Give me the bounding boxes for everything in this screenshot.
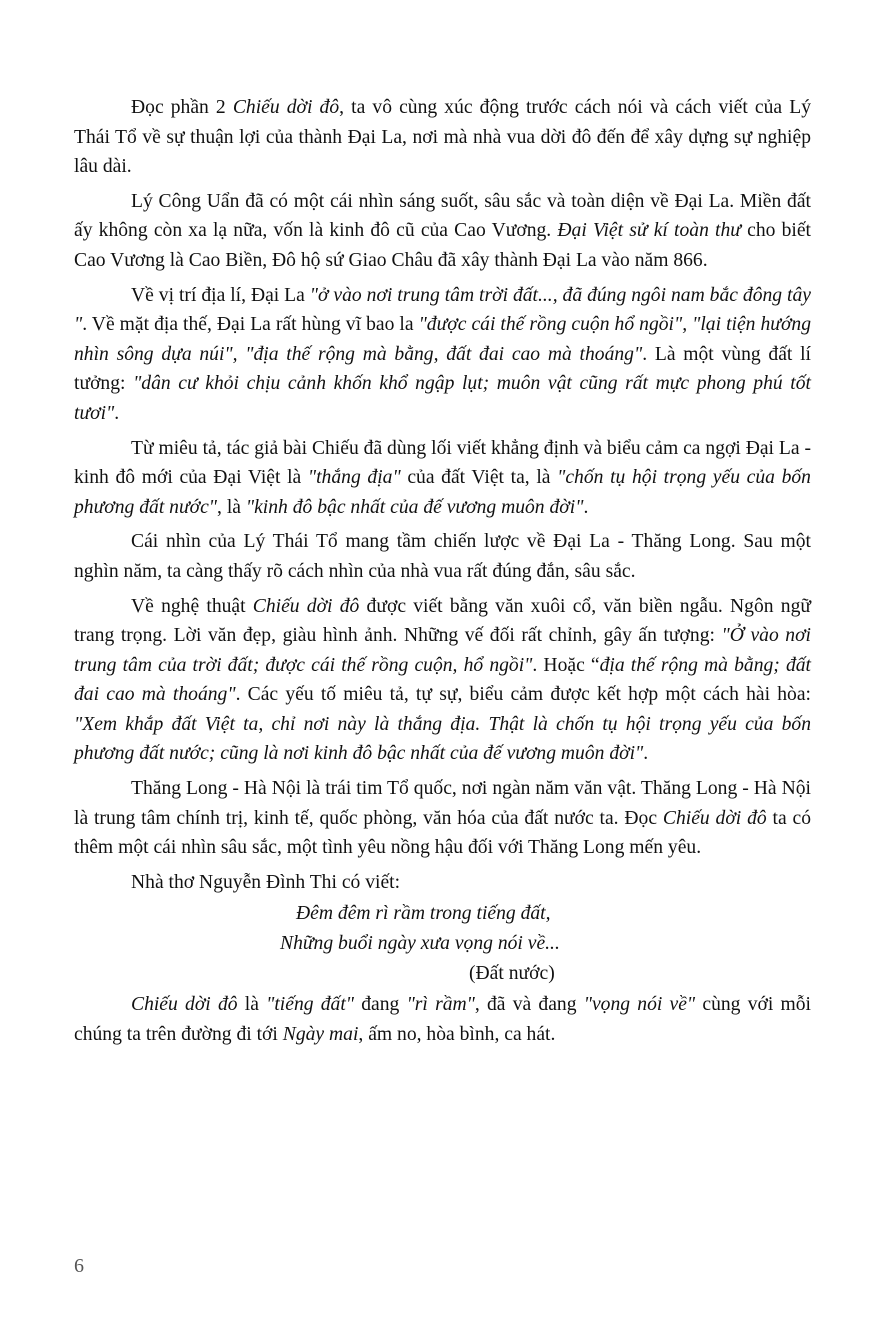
paragraph — [74, 868, 811, 898]
paragraph — [74, 527, 811, 586]
text: Về nghệ thuật — [131, 595, 253, 617]
italic-text: Chiếu dời đô — [232, 97, 340, 118]
text: . — [583, 496, 589, 518]
italic-text: "dân cư khỏi chịu cảnh khốn khổ ngập lụt; muôn vật cũng rất mực phong phú tốt tươi" — [74, 373, 811, 424]
text: Nhà thơ Nguyễn Đình Thi có viết: — [131, 871, 401, 893]
text: Từ miêu tả, tác giả bài Chiếu đã dùng lối viết khẳng định và biểu cảm ca ngợi Đại La - kinh đô mới của Đại Việt là — [74, 437, 811, 489]
text: là — [237, 994, 267, 1016]
text: Đọc phần 2 — [131, 97, 233, 118]
text: , ấm no, hòa bình, ca hát. — [358, 1023, 556, 1045]
paragraph — [74, 93, 811, 182]
paragraph — [74, 434, 811, 523]
italic-text: "Ở vào nơi trung tâm của trời đất; được cái thế rồng cuộn, hổ ngồi" — [74, 625, 811, 676]
text: , là — [217, 496, 246, 518]
text: . Các yếu tố miêu tả, tự sự, biểu cảm được kết hợp một cách hài hòa: — [235, 684, 811, 706]
poem-line: Những buổi ngày xưa vọng nói về... — [280, 933, 560, 955]
paragraph — [74, 187, 811, 276]
text: ta có thêm một cái nhìn sâu sắc, một tình yêu nồng hậu đối với Thăng Long mến yêu. — [74, 807, 811, 859]
italic-text: "thắng địa" — [307, 467, 401, 489]
italic-text: "vọng nói về" — [583, 994, 696, 1016]
italic-text: Chiếu dời đô — [131, 994, 238, 1016]
page-number: 6 — [74, 1255, 84, 1277]
poem-line: Đêm đêm rì rầm trong tiếng đất, — [296, 903, 551, 925]
text: , ta vô cùng xúc động trước cách nói và cách viết của Lý Thái Tổ về sự thuận lợi của thành Đại La, nơi mà nhà vua dời đô đến để xây dựng sự nghiệp lâu dài. — [74, 97, 811, 178]
italic-text: Chiếu dời đô — [252, 595, 360, 617]
italic-text: "kinh đô bậc nhất của đế vương muôn đời" — [245, 496, 584, 518]
poem-quote — [74, 899, 811, 988]
document-body — [74, 93, 811, 1054]
poem-source: (Đất nước) — [469, 962, 555, 984]
text: cho biết Cao Vương là Cao Biền, Đô hộ sứ Giao Châu đã xây thành Đại La vào năm 866. — [74, 220, 811, 271]
italic-text: "tiếng đất" — [266, 994, 355, 1016]
paragraph — [74, 592, 811, 770]
italic-text: "chốn tụ hội trọng yếu của bốn phương đất nước" — [74, 467, 811, 518]
italic-text: Đại Việt sử kí toàn thư — [557, 220, 741, 242]
italic-text: "được cái thế rồng cuộn hổ ngồi", "lại tiện hướng nhìn sông dựa núi", "địa thế rộng mà bằng, đất đai cao mà thoáng" — [74, 314, 812, 365]
text: , đã và đang — [474, 994, 584, 1016]
text: được viết bằng văn xuôi cổ, văn biền ngẫu. Ngôn ngữ trang trọng. Lời văn đẹp, giàu hình ảnh. Những vế đối rất chỉnh, gây ấn tượng: — [74, 595, 811, 647]
italic-text: "ở vào nơi trung tâm trời đất..., đã đúng ngôi nam bắc đông tây " — [74, 284, 811, 336]
text: . — [643, 743, 649, 765]
italic-text: địa thế rộng mà bằng; đất đai cao mà thoáng" — [74, 654, 811, 706]
text: Về vị trí địa lí, Đại La — [131, 284, 310, 306]
italic-text: Chiếu dời đô — [662, 807, 767, 829]
text: . — [114, 402, 120, 424]
text: . Là một vùng đất lí tưởng: — [74, 343, 811, 395]
text: . Hoặc “ — [532, 654, 600, 676]
text: Thăng Long - Hà Nội là trái tim Tổ quốc, nơi ngàn năm văn vật. Thăng Long - Hà Nội là trung tâm chính trị, kinh tế, quốc phòng, văn hóa của đất nước ta. Đọc — [74, 778, 811, 829]
text: Lý Công Uẩn đã có một cái nhìn sáng suốt, sâu sắc và toàn diện về Đại La. Miền đất ấy không còn xa lạ nữa, vốn là kinh đô cũ của Cao Vương. — [74, 190, 811, 242]
italic-text: "Xem khắp đất Việt ta, chỉ nơi này là thắng địa. Thật là chốn tụ hội trọng yếu của bốn phương đất nước; cũng là nơi kinh đô bậc nhất của đế vương muôn đời" — [74, 713, 811, 765]
text: đang — [354, 994, 407, 1016]
text: cùng với mỗi chúng ta trên đường đi tới — [74, 994, 812, 1045]
text: của đất Việt ta, là — [400, 467, 558, 489]
paragraph — [74, 281, 811, 429]
text: Cái nhìn của Lý Thái Tổ mang tầm chiến lược về Đại La - Thăng Long. Sau một nghìn năm, ta càng thấy rõ cách nhìn của nhà vua rất đúng đắn, sâu sắc. — [74, 531, 811, 582]
essay-paragraphs — [74, 93, 811, 897]
italic-text: Ngày mai — [282, 1023, 359, 1045]
italic-text: "rì rầm" — [406, 994, 475, 1016]
closing-paragraph — [74, 990, 811, 1049]
text: . Về mặt địa thế, Đại La rất hùng vĩ bao la — [82, 314, 419, 336]
paragraph — [74, 774, 811, 863]
